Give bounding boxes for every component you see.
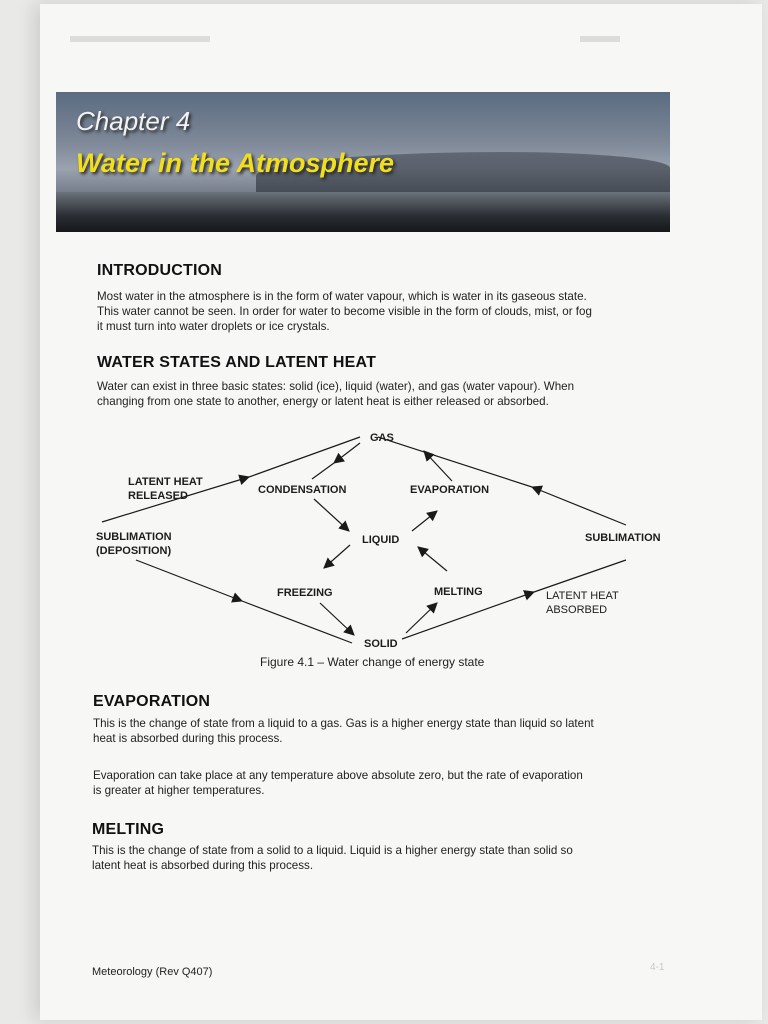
label-latent-heat-absorbed-1: LATENT HEAT	[546, 590, 619, 602]
arrow-condensation-head	[334, 443, 360, 463]
label-liquid: LIQUID	[362, 534, 400, 546]
running-header-left	[70, 36, 210, 42]
heading-introduction: INTRODUCTION	[97, 262, 223, 279]
banner-sea	[56, 192, 670, 232]
chapter-title: Water in the Atmosphere	[76, 148, 395, 178]
arrow-evaporation-1	[412, 511, 437, 531]
label-deposition: (DEPOSITION)	[96, 545, 172, 557]
arrow-left-lower-to-solid	[242, 601, 352, 643]
intro-line-3: it must turn into water droplets or ice crystals.	[97, 320, 330, 333]
arrow-deposition-to-gas	[249, 437, 360, 477]
label-latent-heat-released-1: LATENT HEAT	[128, 476, 203, 488]
heading-melting: MELTING	[92, 821, 165, 838]
water-state-diagram	[52, 425, 688, 655]
intro-line-1: Most water in the atmosphere is in the form of water vapour, which is water in its gaseous state.	[97, 290, 587, 303]
heading-water-states: WATER STATES AND LATENT HEAT	[97, 354, 377, 371]
label-condensation: CONDENSATION	[258, 484, 347, 496]
heading-evaporation: EVAPORATION	[93, 693, 211, 710]
intro-line-2: This water cannot be seen. In order for water to become visible in the form of clouds, mist, or fog	[97, 305, 592, 318]
label-freezing: FREEZING	[277, 587, 333, 599]
label-sublimation-right: SUBLIMATION	[585, 532, 661, 544]
chapter-number: Chapter 4	[76, 106, 191, 136]
arrow-freezing-1	[324, 545, 350, 568]
chapter-banner	[56, 92, 670, 232]
evaporation-line-1: This is the change of state from a liquid to a gas. Gas is a higher energy state than liquid so latent	[93, 717, 594, 730]
label-latent-heat-absorbed-2: ABSORBED	[546, 604, 608, 616]
running-header-right	[580, 36, 620, 42]
evaporation-line-2: heat is absorbed during this process.	[93, 732, 283, 745]
figure-caption: Figure 4.1 – Water change of energy state	[260, 655, 485, 669]
arrow-right-upper-to-gas	[378, 437, 532, 487]
footer-title: Meteorology (Rev Q407)	[92, 966, 213, 978]
arrow-condensation-2	[314, 499, 349, 531]
label-sublimation-left: SUBLIMATION	[96, 531, 172, 543]
arrow-right-upper	[532, 487, 626, 525]
label-solid: SOLID	[364, 638, 398, 650]
label-gas: GAS	[370, 432, 394, 444]
melting-line-1: This is the change of state from a solid to a liquid. Liquid is a higher energy state than solid so	[92, 844, 573, 857]
label-evaporation: EVAPORATION	[410, 484, 490, 496]
label-melting: MELTING	[434, 586, 483, 598]
evaporation-line-3: Evaporation can take place at any temperature above absolute zero, but the rate of evaporation	[93, 769, 583, 782]
arrow-solid-to-right	[402, 592, 534, 639]
arrow-right-lower	[534, 560, 626, 592]
page-number: 4-1	[650, 962, 665, 973]
arrow-evaporation-2	[424, 451, 452, 481]
evaporation-line-4: is greater at higher temperatures.	[93, 784, 265, 797]
arrow-freezing-2	[320, 603, 354, 635]
arrow-melting-2	[418, 547, 447, 571]
label-latent-heat-released-2: RELEASED	[128, 490, 188, 502]
states-line-2: changing from one state to another, energy or latent heat is either released or absorbed.	[97, 395, 549, 408]
states-line-1: Water can exist in three basic states: solid (ice), liquid (water), and gas (water vapour). When	[97, 380, 575, 393]
arrow-condensation-1	[312, 463, 334, 479]
melting-line-2: latent heat is absorbed during this process.	[92, 859, 314, 872]
arrow-left-lower	[136, 560, 242, 601]
